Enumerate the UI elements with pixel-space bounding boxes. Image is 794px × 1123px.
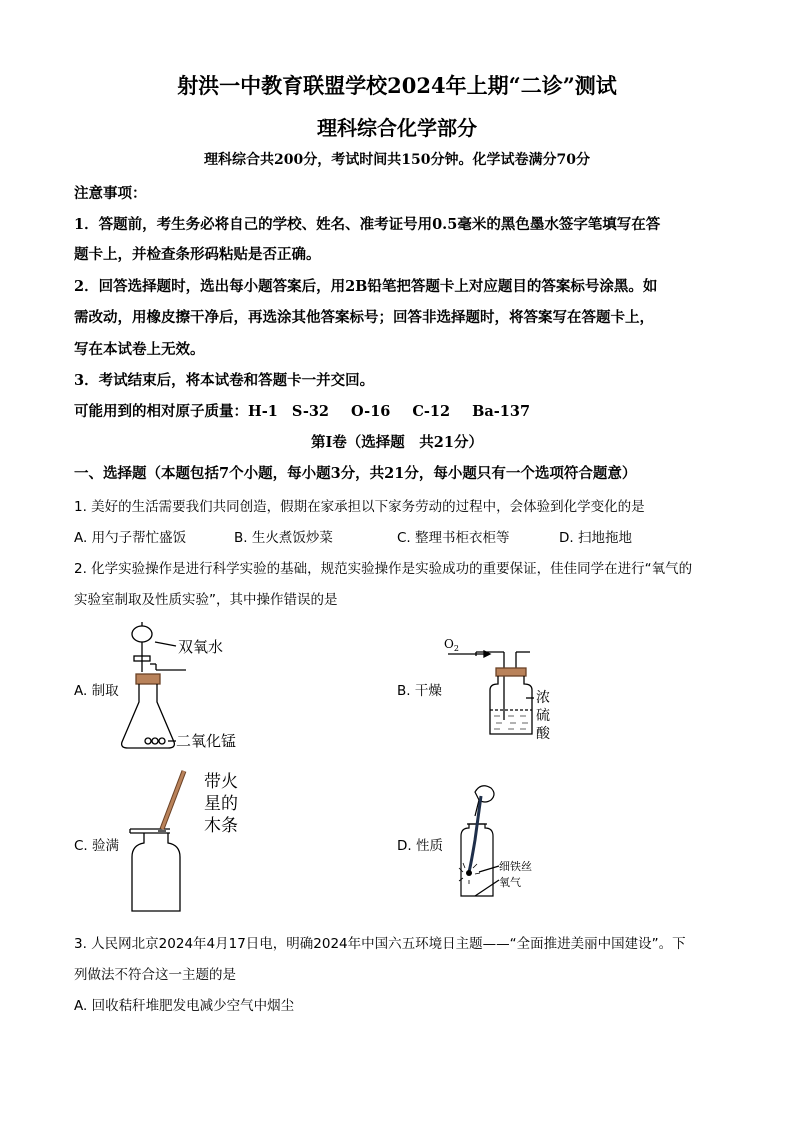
figure-a-label-bottom: 二氧化锰: [176, 732, 237, 750]
figure-d-label-gas: 氧气: [499, 876, 521, 889]
atomic-mass-ba: Ba-137: [472, 403, 531, 420]
atomic-mass-label: 可能用到的相对原子质量：: [74, 403, 248, 420]
q3-option-a: A. 回收秸秆堆肥发电减少空气中烟尘: [74, 998, 295, 1014]
notice-item-2-line-3: 写在本试卷上无效。: [74, 341, 205, 358]
figure-c-label-3: 木条: [204, 816, 238, 836]
notice-item-1-line-2: 题卡上，并检查条形码粘贴是否正确。: [74, 246, 321, 263]
q3-stem-line-1: 3. 人民网北京2024年4月17日电，明确2024年中国六五环境日主题——“全面推进美丽中国建设”。下: [74, 936, 686, 952]
section-title: 第Ⅰ卷（选择题 共21分）: [311, 434, 483, 451]
q1-option-b: B. 生火煮饭炒菜: [234, 530, 333, 546]
figure-c-label-2: 星的: [204, 794, 238, 814]
figure-b-label-3: 酸: [536, 726, 550, 742]
q2-option-c: C. 验满: [74, 838, 120, 854]
figure-d-iron-wire-burning: [445, 780, 575, 905]
q2-option-a: A. 制取: [74, 683, 119, 699]
q2-stem-line-1: 2. 化学实验操作是进行科学实验的基础，规范实验操作是实验成功的重要保证，佳佳同学在进行“氧气的: [74, 561, 693, 577]
notice-item-2-line-2: 需改动，用橡皮擦干净后，再选涂其他答案标号；回答非选择题时，将答案写在答题卡上，: [74, 309, 654, 326]
figure-c-collection-bottle: [120, 765, 280, 915]
q3-stem-line-2: 列做法不符合这一主题的是: [74, 967, 236, 983]
figure-c-label-1: 带火: [204, 772, 238, 792]
atomic-mass-o: O-16: [351, 403, 391, 420]
figure-a-label-top: 双氧水: [178, 638, 224, 656]
q1-option-c: C. 整理书柜衣柜等: [397, 530, 510, 546]
figure-a-flask-apparatus: [110, 620, 260, 755]
notice-heading: 注意事项：: [74, 185, 147, 202]
q1-option-d: D. 扫地拖地: [559, 530, 632, 546]
hand: [475, 786, 494, 802]
figure-b-drying-bottle: [440, 630, 570, 750]
figure-b-gas-label: $O_2$: [444, 637, 459, 653]
figure-b-label-2: 硫: [536, 708, 550, 724]
q2-option-d: D. 性质: [397, 838, 443, 854]
section-heading: 一、选择题（本题包括7个小题，每小题3分，共21分，每小题只有一个选项符合题意）: [74, 465, 637, 482]
q2-option-b: B. 干燥: [397, 683, 442, 699]
figure-d-label-wire: 细铁丝: [499, 860, 532, 873]
atomic-mass-c: C-12: [412, 403, 451, 420]
exam-subtitle: 理科综合化学部分: [317, 116, 477, 140]
notice-item-2-line-1: 2．回答选择题时，选出每小题答案后，用2B铅笔把答题卡上对应题目的答案标号涂黑。如: [74, 278, 658, 295]
q1-option-a: A. 用勺子帮忙盛饭: [74, 530, 187, 546]
figure-b-label-1: 浓: [536, 690, 550, 706]
notice-item-3: 3．考试结束后，将本试卷和答题卡一并交回。: [74, 372, 375, 389]
atomic-mass-s: S-32: [291, 403, 330, 420]
q2-stem-line-2: 实验室制取及性质实验”，其中操作错误的是: [74, 592, 338, 608]
exam-title: 射洪一中教育联盟学校2024年上期“二诊”测试: [177, 73, 617, 98]
atomic-mass-line: [74, 400, 530, 421]
q1-stem: 1. 美好的生活需要我们共同创造，假期在家承担以下家务劳动的过程中，会体验到化学变化的是: [74, 499, 645, 515]
funnel-bulb: [132, 626, 152, 642]
atomic-mass-h: H-1: [248, 403, 278, 420]
notice-item-1-line-1: 1．答题前，考生务必将自己的学校、姓名、准考证号用0.5毫米的黑色墨水签字笔填写在答: [74, 216, 661, 233]
exam-info: 理科综合共200分，考试时间共150分钟。化学试卷满分70分: [204, 152, 590, 168]
